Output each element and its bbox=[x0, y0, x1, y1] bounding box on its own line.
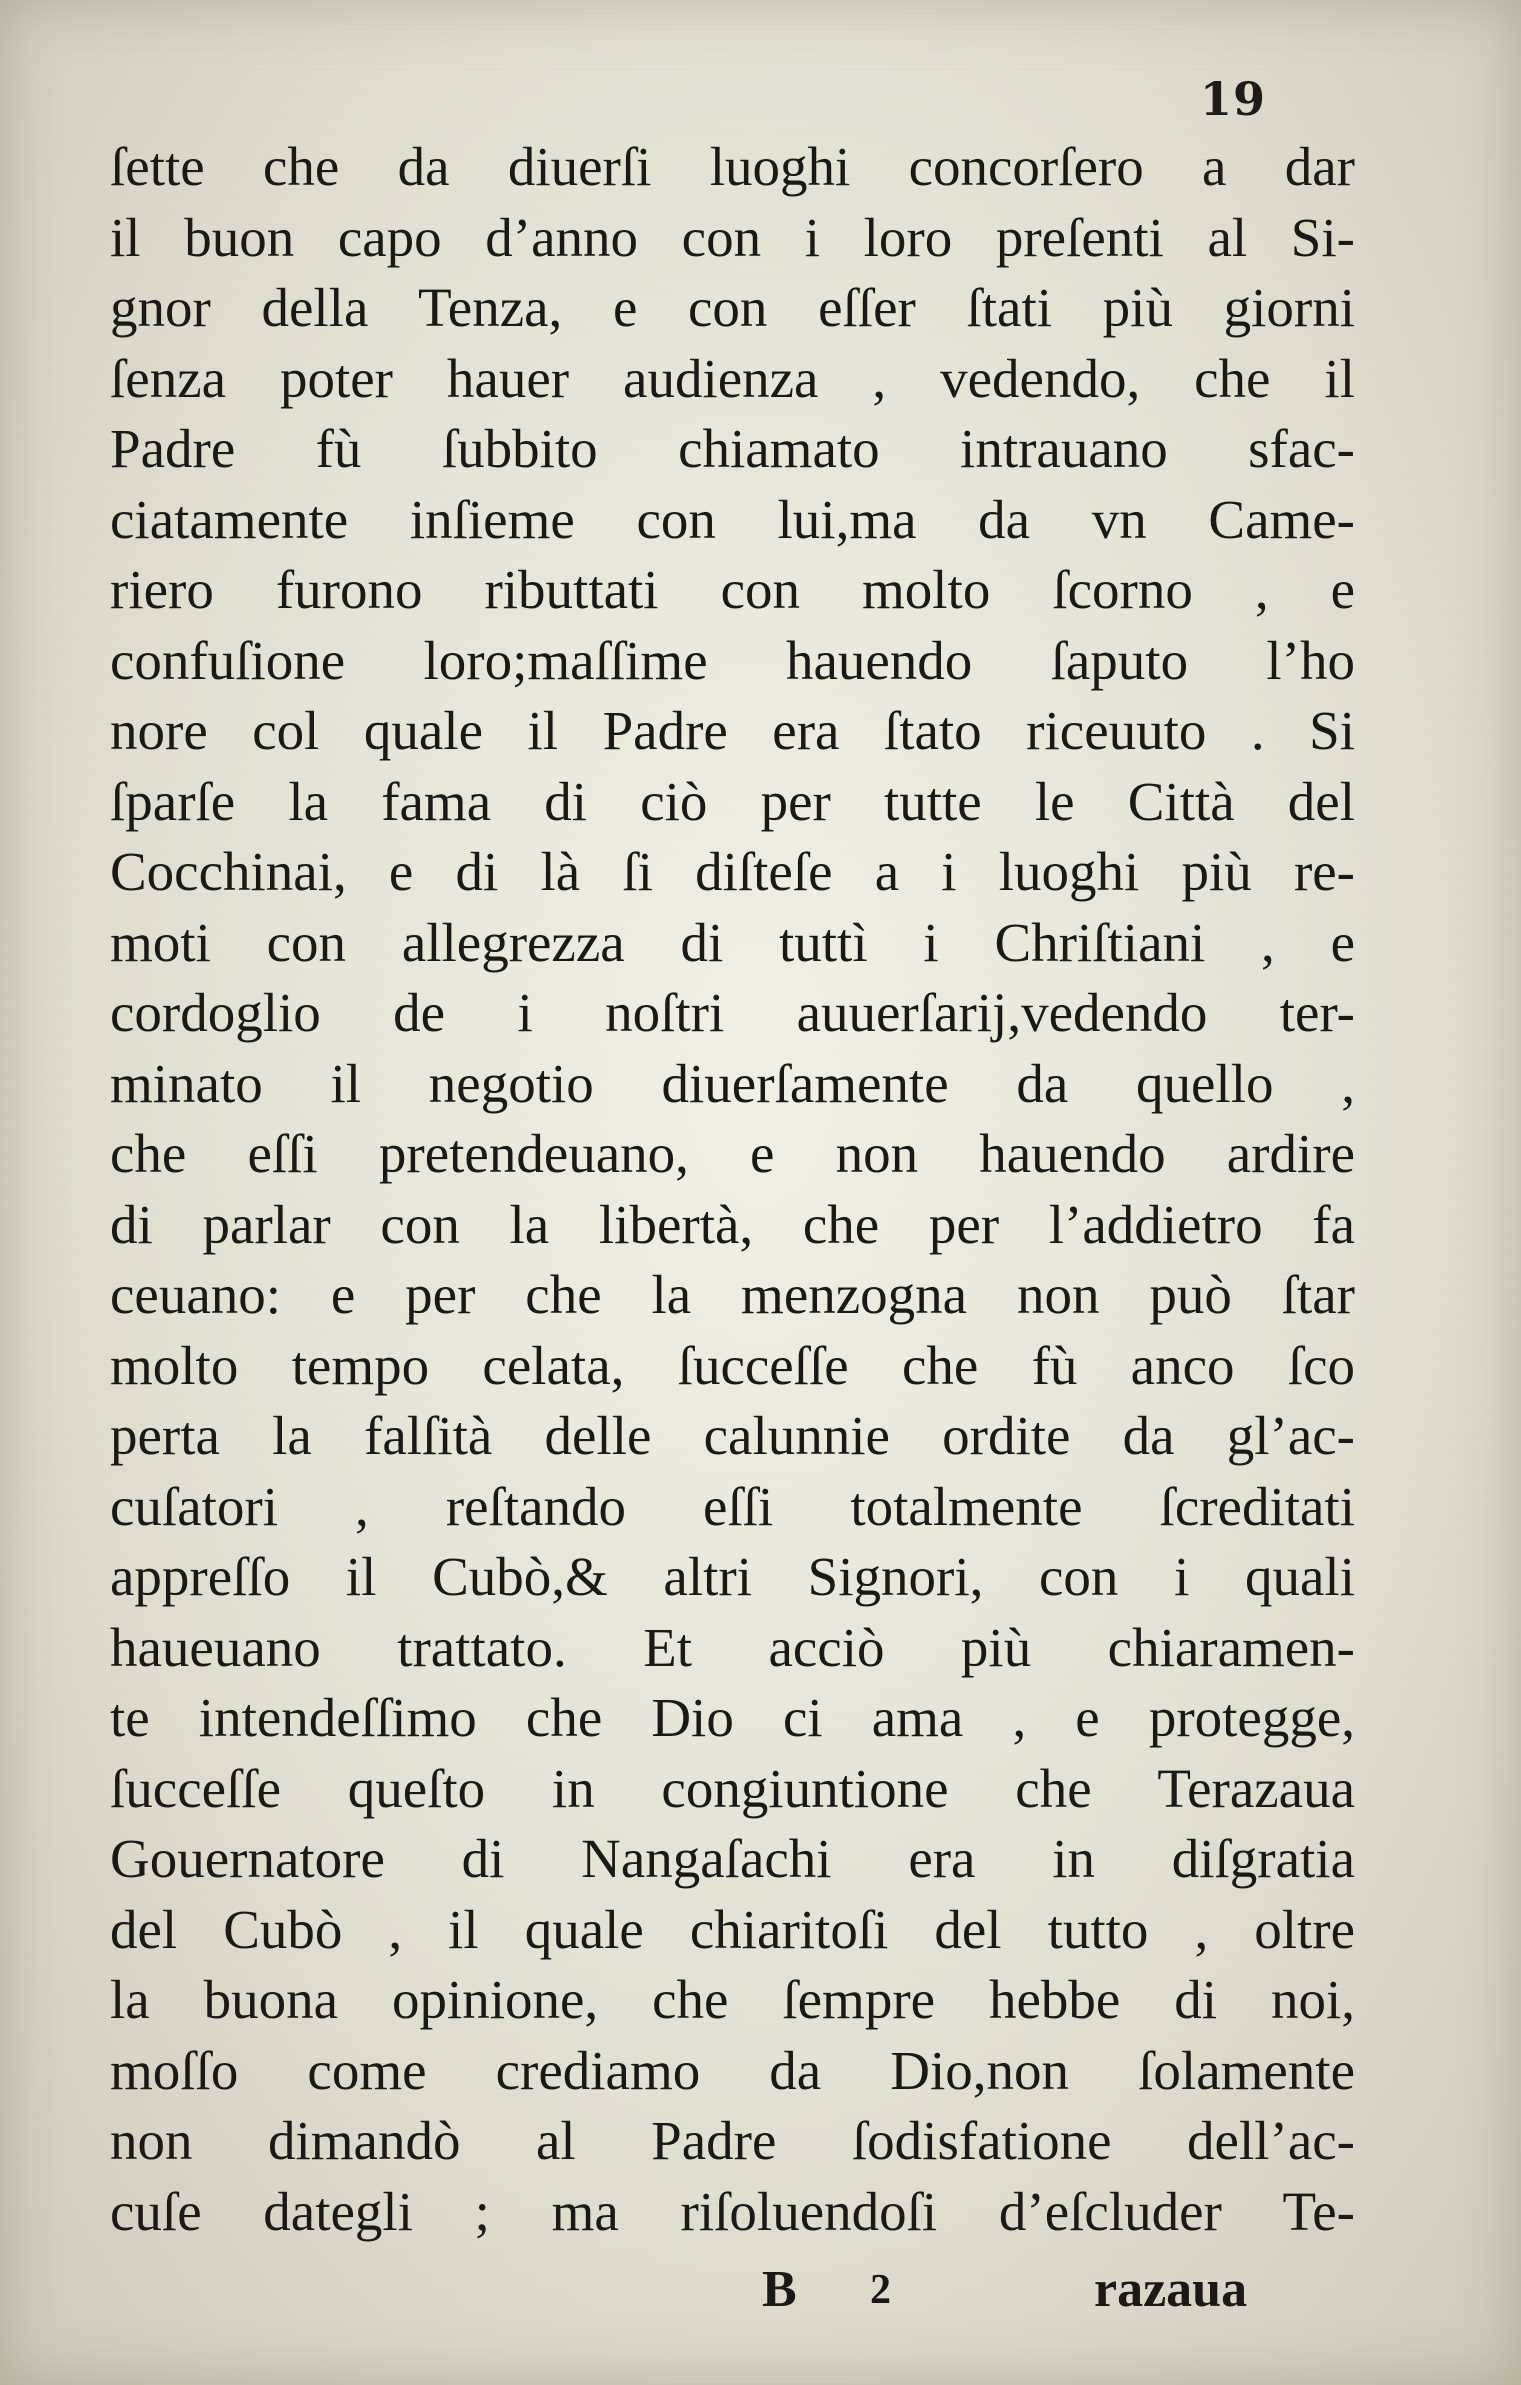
text-line: moti con allegrezza di tuttì i Chriſtiani , e bbox=[110, 911, 1355, 973]
text-line: Cocchinai, e di là ſi diſteſe a i luoghi più re- bbox=[110, 841, 1355, 902]
text-line: cordoglio de i noſtri auuerſarij,vedendo ter- bbox=[110, 982, 1355, 1043]
text-line: riero furono ributtati con molto ſcorno , e bbox=[110, 559, 1355, 620]
text-line: moſſo come crediamo da Dio,non ſolamente bbox=[110, 2039, 1355, 2101]
text-line: nore col quale il Padre era ſtato riceuuto . Si bbox=[110, 700, 1355, 761]
text-line: Padre fù ſubbito chiamato intrauano sfac- bbox=[110, 418, 1355, 479]
text-line: appreſſo il Cubò,& altri Signori, con i quali bbox=[110, 1546, 1355, 1607]
signature-mark: B bbox=[762, 2261, 799, 2318]
text-line: confuſione loro;maſſime hauendo ſaputo l’ho bbox=[110, 629, 1355, 691]
text-line: che eſſi pretendeuano, e non hauendo ardire bbox=[110, 1123, 1355, 1184]
text-line: del Cubò , il quale chiaritoſi del tutto , oltre bbox=[110, 1898, 1355, 1960]
signature-number: 2 bbox=[870, 2267, 891, 2313]
text-line: minato il negotio diuerſamente da quello , bbox=[110, 1052, 1355, 1114]
text-line: ciatamente inſieme con lui,ma da vn Came- bbox=[110, 488, 1355, 550]
text-line: cuſatori , reſtando eſſi totalmente ſcreditati bbox=[110, 1475, 1355, 1537]
text-line: il buon capo d’anno con i loro preſenti al Si- bbox=[110, 206, 1355, 268]
text-line: cuſe dategli ; ma riſoluendoſi d’eſcluder Te- bbox=[110, 2180, 1355, 2242]
page-footer bbox=[0, 2260, 1521, 2330]
text-line: ſette che da diuerſi luoghi concorſero a dar bbox=[110, 136, 1355, 197]
text-line: ſparſe la fama di ciò per tutte le Città del bbox=[110, 770, 1355, 832]
catchword: razaua bbox=[1094, 2261, 1248, 2318]
text-line: la buona opinione, che ſempre hebbe di noi, bbox=[110, 1969, 1355, 2030]
text-line: ſucceſſe queſto in congiuntione che Terazaua bbox=[110, 1757, 1355, 1819]
text-line: te intendeſſimo che Dio ci ama , e protegge, bbox=[110, 1687, 1355, 1748]
text-line: ſenza poter hauer audienza , vedendo, che il bbox=[110, 347, 1355, 409]
text-line: ceuano: e per che la menzogna non può ſtar bbox=[110, 1264, 1355, 1325]
text-line: Gouernatore di Nangaſachi era in diſgratia bbox=[110, 1828, 1355, 1889]
text-line: gnor della Tenza, e con eſſer ſtati più giorni bbox=[110, 277, 1355, 338]
text-line: molto tempo celata, ſucceſſe che fù anco ſco bbox=[110, 1334, 1355, 1396]
body-text bbox=[110, 132, 1355, 2247]
page-number: 19 bbox=[1200, 72, 1267, 126]
text-line: non dimandò al Padre ſodisfatione dell’ac- bbox=[110, 2110, 1355, 2171]
text-line: haueuano trattato. Et acciò più chiaramen- bbox=[110, 1616, 1355, 1678]
text-line: perta la falſità delle calunnie ordite da gl’ac- bbox=[110, 1405, 1355, 1466]
text-line: di parlar con la libertà, che per l’addietro fa bbox=[110, 1193, 1355, 1255]
